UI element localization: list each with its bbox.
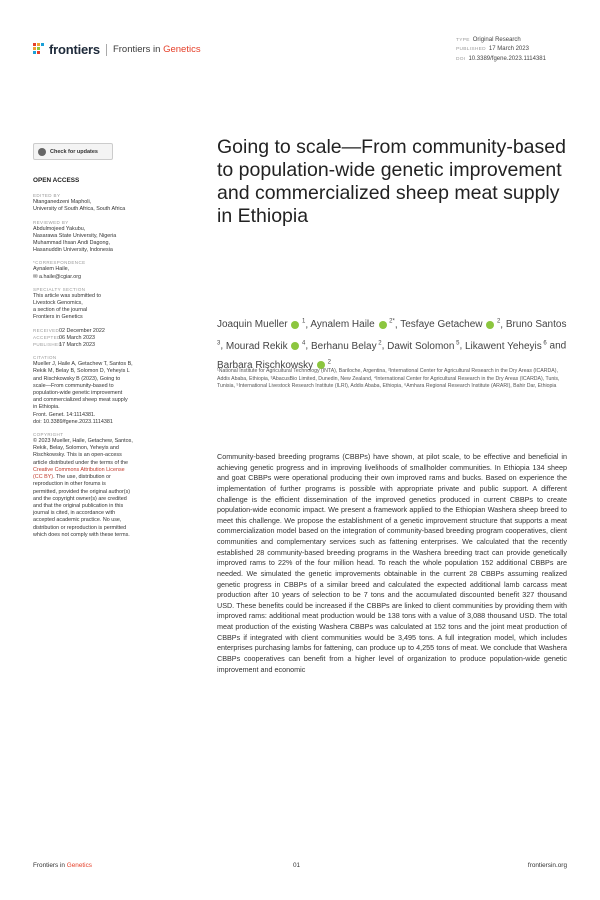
received-row: [33, 328, 175, 335]
copyright-text: [33, 438, 175, 539]
specialty-section: [33, 287, 175, 322]
article-meta: [456, 36, 546, 64]
meta-type-value: Original Research: [472, 37, 521, 43]
meta-published: [456, 45, 546, 54]
citation-label: CITATION: [33, 355, 57, 361]
meta-doi-label: DOI: [456, 56, 466, 62]
check-for-updates-button[interactable]: [33, 143, 113, 160]
meta-doi[interactable]: [456, 55, 546, 64]
logo-divider: [106, 44, 107, 56]
received-label: RECEIVED: [33, 327, 60, 333]
dates: [33, 328, 175, 350]
author[interactable]: [387, 341, 459, 352]
journal-prefix: Frontiers in: [112, 44, 164, 55]
copyright: [33, 432, 175, 539]
check-updates-icon: [38, 148, 46, 156]
open-access-heading: OPEN ACCESS: [33, 177, 80, 184]
author-name[interactable]: Barbara Rischkowsky: [217, 359, 314, 371]
brand-name: frontiers: [49, 42, 100, 57]
author[interactable]: [311, 341, 382, 352]
article-sidebar: [33, 177, 175, 545]
specialty-label: SPECIALTY SECTION: [33, 286, 86, 292]
published-label: PUBLISHED: [33, 342, 63, 348]
author-name[interactable]: Joaquin Mueller: [217, 319, 288, 331]
received-value: 02 December 2022: [59, 327, 105, 334]
page-header: [33, 37, 563, 68]
author-name[interactable]: Aynalem Haile: [310, 319, 375, 331]
author-affiliation-number: 2: [376, 340, 382, 347]
affiliations: ¹National Institute for Agricultural Technology (INTA), Bariloche, Argentina, ²International Center for Agricultural Research in the Dry Areas (ICARDA), Addis Ababa, Ethiopia, ³AbacusBio Limited, Dunedin, New Zealand, ⁴International Center for Agricultural Research in the Dry Areas (ICARDA), Tunis, Tunisia, ⁵International Livestock Research Institute (ILRI), Addis Ababa, Ethiopia, ⁶Amhara Regional Research Institute (ARARI), Bahir Dar, Ethiopia: [217, 368, 560, 390]
copyright-pre: © 2023 Mueller, Haile, Getachew, Santos, Rekik, Belay, Solomon, Yeheyis and Rischkowsky. This is an open-access article distributed under the terms of the: [33, 438, 133, 466]
author-name[interactable]: Likawent Yeheyis: [465, 340, 542, 352]
abstract-text: Community-based breeding programs (CBBPs) have shown, at pilot scale, to be effective and beneficial in achieving genetic progress and in improving livelihoods of smallholder communities. In Ethiopia 134 sheep and goat CBBPs were operational producing their own improved rams and bucks. Based on experience the implementation of further programs is possible with appropriate private and public support. A different challenge is the efficient dissemination of the improved genetics produced in current CBBPs to create population-wide economic impact. We present a framework applied to the Ethiopian Washera sheep breed to meet this challenge. We propose the establishment of a genetic improvement structure that supports a meat commercialization model based on the integration of community-based breeding program cooperatives, client communities and complementary services such as fattening enterprises. We calculated that the recently established 28 community-based breeding programs in the Washera breeding tract can provide genetically improved rams to 22% of the four million head. To reach the whole population 152 additional CBBPs are needed. We simulated the genetic improvements obtainable in the current 28 CBBPs assuming realized genetic progress in CBBPs of a similar breed and calculated the expected additional lamb carcass meat production after 10 years of selection to be 7 tons and the accumulated discounted benefit 327 thousand USD. These benefits could be increased if the CBBPs are linked to client communities by providing them with improved rams: additional meat production would be 138 tons with a value of 3,088 thousand USD. The total meat production of the existing Washera CBBPs was calculated at 152 tons and the joint meat production of CBBPs if integrated with client communities would be 3,495 tons. A full integration model, which includes enterprises purchasing lambs for fattening, can produce up to 4,255 tons of meat. We conclude that Washera CBBPs cooperatives can benefit from a higher level of organization to produce population-wide genetic improvement and economic: [217, 452, 567, 674]
author-affiliation-number: 2*: [387, 319, 395, 325]
orcid-icon[interactable]: [486, 321, 494, 329]
article-title: Going to scale—From community-based to population-wide genetic improvement and commercialized sheep meat supply in Ethiopia: [217, 136, 566, 227]
author[interactable]: [310, 319, 394, 330]
reviewed-by-label: REVIEWED BY: [33, 219, 69, 225]
check-updates-label: Check for updates: [50, 148, 98, 155]
journal-logo[interactable]: [33, 42, 201, 57]
orcid-icon[interactable]: [379, 321, 387, 329]
published-row: [33, 342, 175, 349]
author[interactable]: [465, 341, 547, 352]
meta-type: [456, 36, 546, 45]
frontiers-logo-icon: [33, 43, 46, 56]
author-name[interactable]: Mourad Rekik: [225, 340, 288, 352]
correspondence-value[interactable]: Aynalem Haile, ✉ a.haile@cgiar.org: [33, 266, 82, 280]
accepted-label: ACCEPTED: [33, 334, 61, 340]
citation-value: Mueller J, Haile A, Getachew T, Santos B, Rekik M, Belay B, Solomon D, Yeheyis L and Rischkowsky B (2023), Going to scale—From community-based to population-wide genetic improvement and commercialized sheep meat supply in Ethiopia. Front. Genet. 14:1114381. doi: 10.3389/fgene.2023.1114381: [33, 361, 133, 425]
journal-name: [113, 44, 201, 55]
accepted-value: 06 March 2023: [59, 334, 95, 341]
meta-published-value: 17 March 2023: [488, 46, 529, 53]
published-value: 17 March 2023: [59, 342, 95, 349]
author-affiliation-number: 2: [325, 359, 331, 366]
author-name[interactable]: Dawit Solomon: [387, 340, 455, 352]
meta-type-label: TYPE: [456, 38, 470, 43]
edited-by-label: EDITED BY: [33, 193, 61, 199]
author-affiliation-number: 1: [300, 319, 306, 325]
accepted-row: [33, 335, 175, 342]
footer-journal-prefix: Frontiers in: [33, 862, 67, 869]
author-affiliation-number: 2: [495, 319, 501, 325]
specialty-value: This article was submitted to Livestock Genomics, a section of the journal Frontiers in Genetics: [33, 292, 102, 321]
meta-doi-value[interactable]: 10.3389/fgene.2023.1114381: [468, 55, 546, 62]
author-affiliation-number: 3: [217, 340, 221, 347]
author[interactable]: [226, 341, 306, 352]
page-footer: [33, 862, 567, 872]
edited-by-value: Ntanganedzeni Mapholi, University of South Africa, South Africa: [33, 199, 126, 213]
correspondence: [33, 260, 175, 280]
edited-by: [33, 193, 175, 213]
correspondence-label: *CORRESPONDENCE: [33, 260, 86, 266]
footer-journal-accent: Genetics: [66, 862, 92, 869]
author-name[interactable]: Bruno Santos: [505, 319, 567, 331]
footer-site-link[interactable]: frontiersin.org: [527, 862, 567, 869]
copyright-label: COPYRIGHT: [33, 432, 64, 438]
copyright-post: . The use, distribution or reproduction in other forums is permitted, provided the original author(s) and the copyright owner(s) are credited and that the original publication in this journal is cited, in accordance with accepted academic practice. No use, distribution or reproduction is permitted which does not comply with these terms.: [33, 474, 131, 538]
orcid-icon[interactable]: [291, 321, 299, 329]
page-number: 01: [293, 862, 301, 869]
author-name[interactable]: Berhanu Belay: [310, 340, 377, 352]
reviewed-by: [33, 220, 175, 255]
author[interactable]: [217, 319, 305, 330]
journal-accent: Genetics: [163, 44, 201, 55]
author-affiliation-number: 4: [300, 340, 306, 347]
author-list: Joaquin Mueller $^1$, Aynalem Haile $^{2*}$, Tesfaye Getachew $^2$, Bruno Santos $^3$, Mourad Rekik $^4$, Berhanu Belay $^2$, Dawit Solomon $^5$, Likawent Yeheyis $^6$ and Barbara Rischkowsky $^2$: [217, 319, 567, 371]
footer-journal: [33, 862, 92, 869]
author-name[interactable]: Tesfaye Getachew: [400, 319, 483, 331]
author-affiliation-number: 6: [541, 340, 547, 347]
orcid-icon[interactable]: [291, 342, 299, 350]
author-affiliation-number: 5: [454, 340, 460, 347]
citation: [33, 355, 175, 426]
reviewed-by-value: Abdulmojeed Yakubu, Nasarawa State University, Nigeria Muhammad Ihsan Andi Dagong, Hasanuddin University, Indonesia: [33, 225, 117, 254]
author[interactable]: [400, 319, 500, 330]
cc-by-license-link[interactable]: Creative Commons Attribution License (CC BY): [33, 466, 125, 481]
meta-published-label: PUBLISHED: [456, 47, 486, 53]
